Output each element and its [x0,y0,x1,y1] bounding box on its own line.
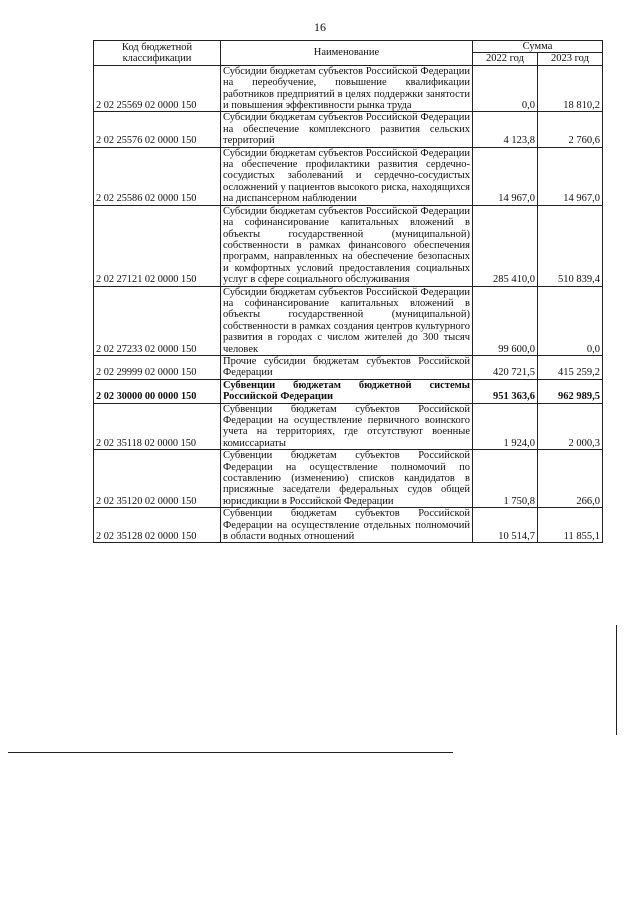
table-row [94,355,603,379]
row-name: Субсидии бюджетам субъектов Российской Федерации на переобучение, повышение квалификации работников предприятий в целях поддержки занятости и повышения эффективности рынка труда [221,65,473,112]
page-number: 16 [314,20,326,34]
row-name: Субсидии бюджетам субъектов Российской Федерации на обеспечение профилактики развития сердечно-сосудистых заболеваний и сердечно-сосудистых осложнений у пациентов высокого риска, находящихся на диспансерном наблюдении [221,147,473,205]
row-value-2023: 962 989,5 [538,379,603,403]
row-value-2023: 510 839,4 [538,205,603,286]
row-code: 2 02 25586 02 0000 150 [94,147,221,205]
row-name: Субвенции бюджетам бюджетной системы Российской Федерации [221,379,473,403]
row-code: 2 02 25569 02 0000 150 [94,65,221,112]
row-name: Субсидии бюджетам субъектов Российской Федерации на софинансирование капитальных вложений в объекты государственной (муниципальной) собственности в рамках создания центров культурного развития в городах с числом жителей до 300 тысяч человек [221,286,473,355]
row-value-2023: 11 855,1 [538,508,603,543]
footer-rule [8,752,453,753]
table-row [94,508,603,543]
row-code: 2 02 35128 02 0000 150 [94,508,221,543]
row-code: 2 02 27121 02 0000 150 [94,205,221,286]
row-value-2022: 951 363,6 [473,379,538,403]
table-row [94,286,603,355]
row-code: 2 02 30000 00 0000 150 [94,379,221,403]
row-value-2023: 2 000,3 [538,403,603,450]
row-value-2022: 1 750,8 [473,450,538,508]
table-row [94,450,603,508]
row-name: Субсидии бюджетам субъектов Российской Федерации на обеспечение комплексного развития сельских территорий [221,112,473,147]
row-code: 2 02 29999 02 0000 150 [94,355,221,379]
budget-table [93,40,603,543]
table-row [94,65,603,112]
row-value-2023: 14 967,0 [538,147,603,205]
row-code: 2 02 25576 02 0000 150 [94,112,221,147]
row-value-2022: 10 514,7 [473,508,538,543]
row-code: 2 02 35118 02 0000 150 [94,403,221,450]
row-value-2023: 0,0 [538,286,603,355]
row-value-2023: 18 810,2 [538,65,603,112]
row-value-2022: 14 967,0 [473,147,538,205]
row-name: Прочие субсидии бюджетам субъектов Российской Федерации [221,355,473,379]
margin-rule [616,625,617,735]
row-value-2023: 266,0 [538,450,603,508]
table-row [94,147,603,205]
header-name: Наименование [221,41,473,66]
table-row [94,205,603,286]
table-row [94,112,603,147]
table-row [94,403,603,450]
row-value-2022: 285 410,0 [473,205,538,286]
row-code: 2 02 35120 02 0000 150 [94,450,221,508]
header-year-2022: 2022 год [473,53,538,65]
header-sum: Сумма [473,41,603,53]
table-body [94,65,603,543]
row-name: Субвенции бюджетам субъектов Российской Федерации на осуществление полномочий по составлению (изменению) списков кандидатов в присяжные заседатели федеральных судов общей юрисдикции в Российской Федерации [221,450,473,508]
header-code: Код бюджетной классификации [94,41,221,66]
row-value-2022: 0,0 [473,65,538,112]
row-name: Субсидии бюджетам субъектов Российской Федерации на софинансирование капитальных вложений в объекты государственной (муниципальной) собственности в рамках финансового обеспечения программ, направленных на обеспечение безопасных и комфортных условий предоставления социальных услуг в сфере социального обслуживания [221,205,473,286]
table-row [94,379,603,403]
row-name: Субвенции бюджетам субъектов Российской Федерации на осуществление первичного воинского учета на территориях, где отсутствуют военные комиссариаты [221,403,473,450]
row-code: 2 02 27233 02 0000 150 [94,286,221,355]
row-value-2022: 1 924,0 [473,403,538,450]
row-value-2022: 4 123,8 [473,112,538,147]
row-value-2023: 2 760,6 [538,112,603,147]
row-name: Субвенции бюджетам субъектов Российской Федерации на осуществление отдельных полномочий в области водных отношений [221,508,473,543]
row-value-2023: 415 259,2 [538,355,603,379]
row-value-2022: 99 600,0 [473,286,538,355]
header-year-2023: 2023 год [538,53,603,65]
row-value-2022: 420 721,5 [473,355,538,379]
